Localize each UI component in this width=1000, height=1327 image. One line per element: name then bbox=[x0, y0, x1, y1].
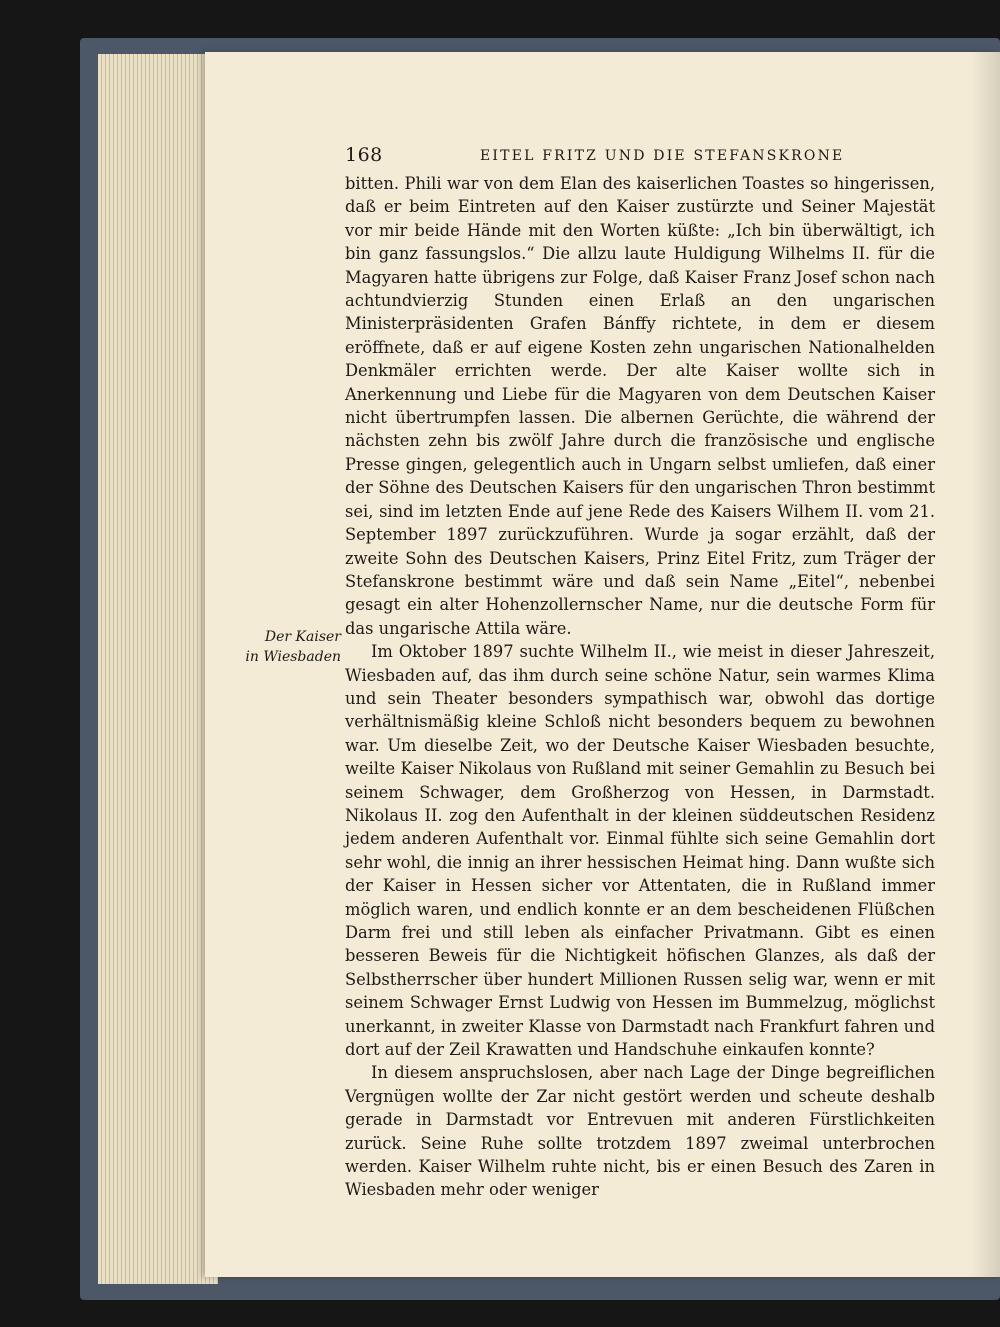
marginal-note-line: in Wiesbaden bbox=[245, 649, 341, 665]
page-number: 168 bbox=[345, 144, 383, 166]
running-title: EITEL FRITZ UND DIE STEFANSKRONE bbox=[480, 148, 845, 164]
body-text bbox=[345, 172, 935, 1202]
marginal-note bbox=[225, 627, 341, 667]
page-edges bbox=[98, 54, 218, 1284]
paragraph: In diesem anspruchslosen, aber nach Lage der Dinge begreiflichen Vergnügen wollte der Zar nicht gestört werden und scheute deshalb gerade in Darmstadt vor Entrevuen mit anderen Fürstlichkeiten zurück. Seine Ruhe sollte trotzdem 1897 zweimal unterbrochen werden. Kaiser Wilhelm ruhte nicht, bis er einen Besuch des Zaren in Wiesbaden mehr oder weniger bbox=[345, 1063, 935, 1200]
paragraph: bitten. Phili war von dem Elan des kaiserlichen Toastes so hingerissen, daß er beim Eintreten auf den Kaiser zustürzte und Seiner Majestät vor mir beide Hände mit den Worten küßte: „Ich bin überwältigt, ich bin ganz fassungslos.“ Die allzu laute Huldigung Wilhelms II. für die Magyaren hatte übrigens zur Folge, daß Kaiser Franz Josef schon nach achtundvierzig Stunden einen Erlaß an den ungarischen Ministerpräsidenten Grafen Bánffy richtete, in dem er diesem eröffnete, daß er auf eigene Kosten zehn ungarischen Nationalhelden Denkmäler errichten werde. Der alte Kaiser wollte sich in Anerkennung und Liebe für die Magyaren von dem Deutschen Kaiser nicht übertrumpfen lassen. Die albernen Gerüchte, die während der nächsten zehn bis zwölf Jahre durch die französische und englische Presse gingen, gelegentlich auch in Ungarn selbst umliefen, daß einer der Söhne des Deutschen Kaisers für den ungarischen Thron bestimmt sei, sind im letzten Ende auf jene Rede des Kaisers Wilhem II. vom 21. September 1897 zurückzuführen. Wurde ja sogar erzählt, daß der zweite Sohn des Deutschen Kaisers, Prinz Eitel Fritz, zum Träger der Stefanskrone bestimmt wäre und daß sein Name „Eitel“, nebenbei gesagt ein alter Hohenzollernscher Name, nur die deutsche Form für das ungarische Attila wäre. bbox=[345, 174, 935, 638]
paragraph: Im Oktober 1897 suchte Wilhelm II., wie meist in dieser Jahreszeit, Wiesbaden auf, das ihm durch seine schöne Natur, sein warmes Klima und sein Theater besonders sympathisch war, obwohl das dortige verhältnismäßig kleine Schloß nicht besonders bequem zu bewohnen war. Um dieselbe Zeit, wo der Deutsche Kaiser Wiesbaden besuchte, weilte Kaiser Nikolaus von Rußland mit seiner Gemahlin zu Besuch bei seinem Schwager, dem Großherzog von Hessen, in Darmstadt. Nikolaus II. zog den Aufenthalt in der kleinen süddeutschen Residenz jedem anderen Aufenthalt vor. Einmal fühlte sich seine Gemahlin dort sehr wohl, die innig an ihrer hessischen Heimat hing. Dann wußte sich der Kaiser in Hessen sicher vor Attentaten, die in Rußland immer möglich waren, und endlich konnte er an dem bescheidenen Flüßchen Darm frei und still leben als einfacher Privatmann. Gibt es einen besseren Beweis für die Nichtigkeit höfischen Glanzes, als daß der Selbstherrscher über hundert Millionen Russen selig war, wenn er mit seinem Schwager Ernst Ludwig von Hessen im Bummelzug, möglichst unerkannt, in zweiter Klasse von Darmstadt nach Frankfurt fahren und dort auf der Zeil Krawatten und Handschuhe einkaufen konnte? bbox=[345, 642, 935, 1060]
page-gutter-shadow bbox=[970, 52, 1000, 1277]
marginal-note-line: Der Kaiser bbox=[264, 629, 341, 645]
page-header bbox=[345, 144, 935, 168]
